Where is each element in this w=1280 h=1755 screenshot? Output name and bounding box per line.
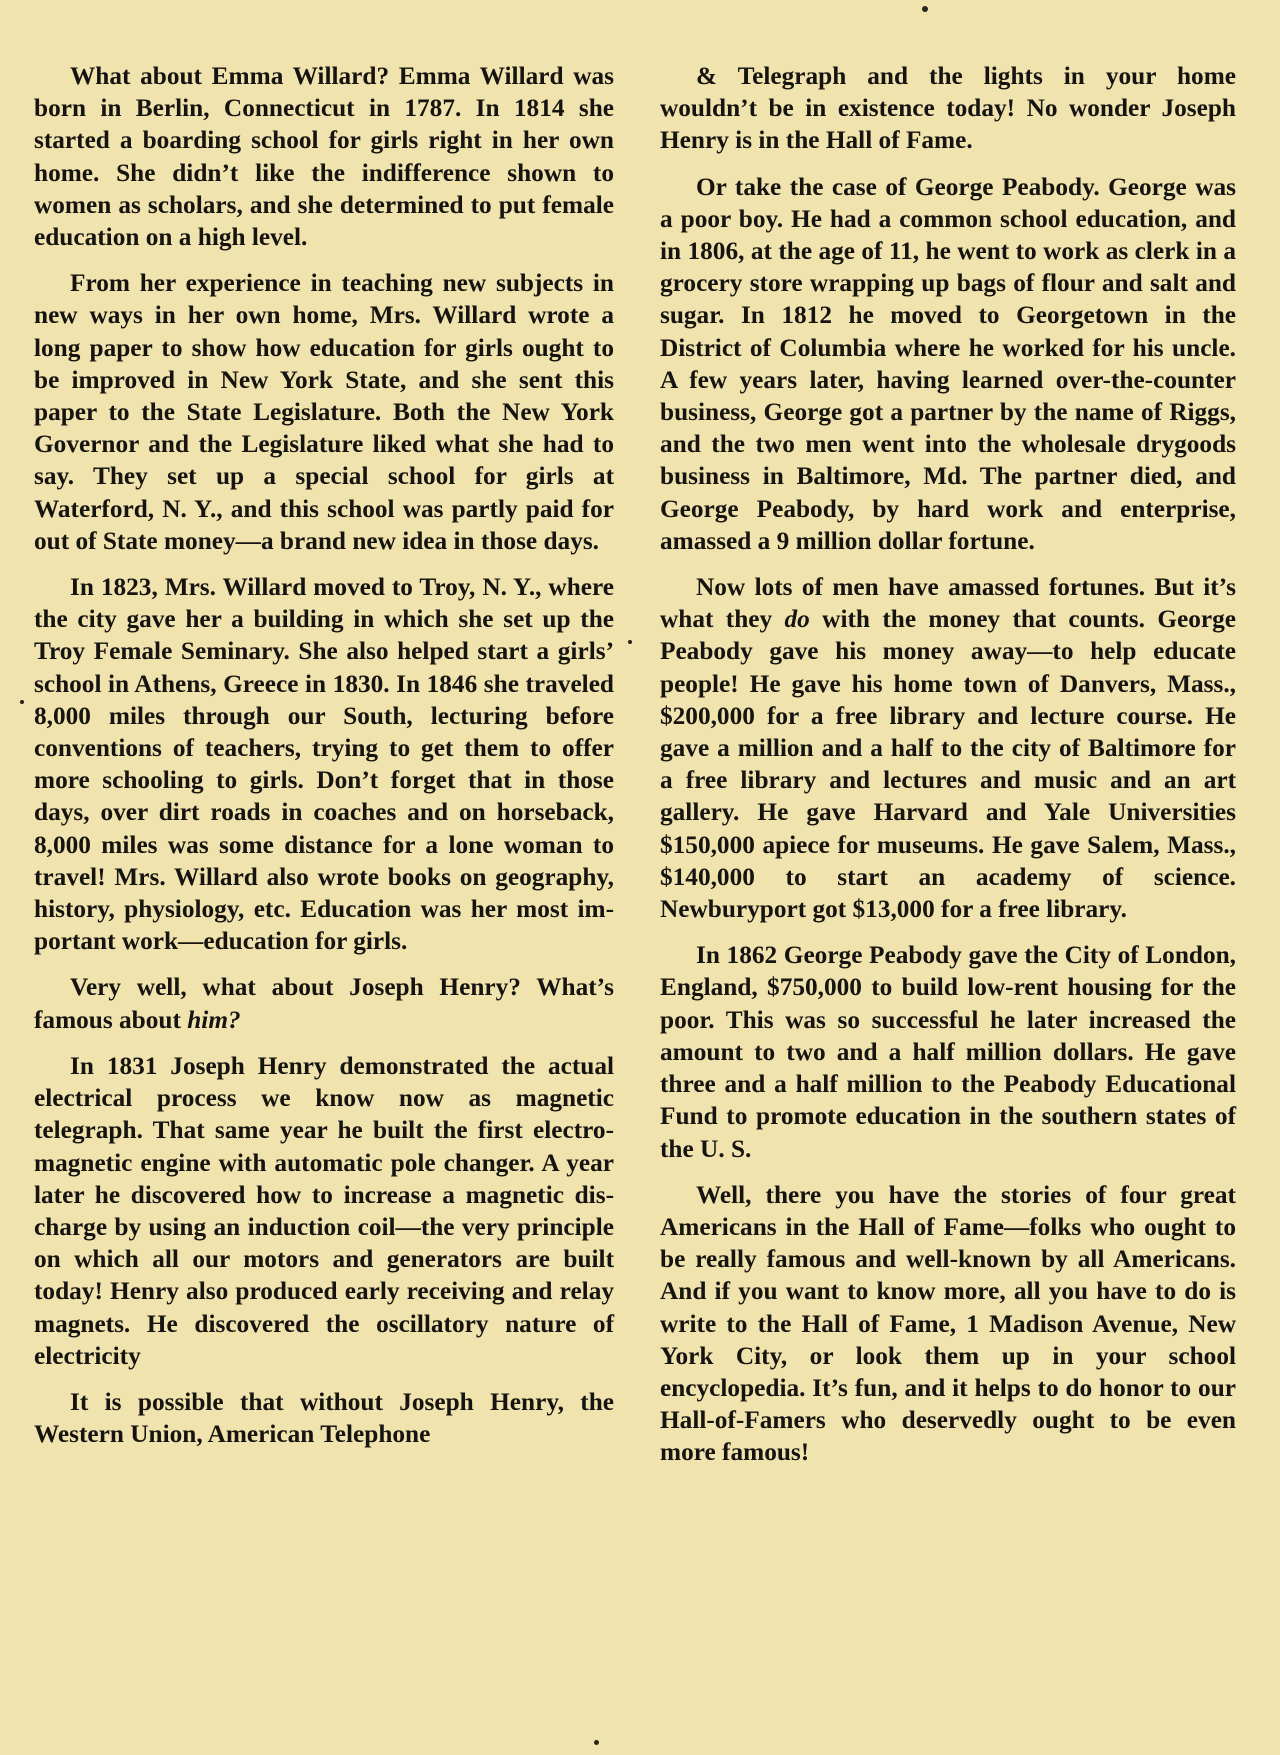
print-speck [922, 6, 928, 12]
left-column [34, 60, 614, 1464]
paragraph-henry-impact-end: & Telegraph and the lights in your home wouldn’t be in existence today! No wonder Joseph Henry is in the Hall of Fame. [660, 62, 1236, 155]
paragraph-peabody-donations [660, 571, 1236, 925]
paragraph-george-peabody-intro: Or take the case of George Peabody. George was a poor boy. He had a common school education, and in 1806, at the age of 11, he went to work as clerk in a grocery store wrapping up bags of flour and salt and sugar. In 1812 he moved to Georgetown in the District of Columbia where he worked for his uncle. A few years later, having learned over-the-counter business, George got a partner by the name of Riggs, and the two men went into the wholesale drygoods business in Baltimore, Md. The partner died, and George Peabody, by hard work and enterprise, amassed a 9 million dollar fortune. [660, 172, 1236, 555]
paragraph-emma-willard-intro: What about Emma Willard? Emma Willard was born in Berlin, Connecticut in 1787. In 1814 she started a boarding school for girls right in her own home. She didn’t like the indifference shown to women as scholars, and she determined to put female education on a high level. [34, 62, 614, 252]
donations-text-b: with the money that counts. George Peabody gave his money away—to help educate people! He gave his home town of Danvers, Mass., $200,000 for a free library and lecture course. He gave a million and a half to the city of Baltimore for a free library and lectures and music and an art gallery. He gave Harvard and Yale Universities $150,000 apiece for museums. He gave Salem, Mass., $140,000 to start an academy of science. Newburyport got $13,000 for a free library. [660, 605, 1236, 924]
paragraph-joseph-henry-question [34, 971, 614, 1035]
print-speck [628, 640, 632, 644]
question-italic: him? [187, 1005, 241, 1034]
paragraph-henry-impact-start: It is possible that without Joseph Henry, the Western Union, American Telephone [34, 1387, 614, 1449]
paragraph-willard-paper: From her experience in teaching new subjects in new ways in her own home, Mrs. Willard wrote a long paper to show how education for girls ought to be improved in New York State, and she sent this paper to the State Legislature. Both the New York Governor and the Legislature liked what she had to say. They set up a special school for girls at Waterford, N. Y., and this school was partly paid for out of State money—a brand new idea in those days. [34, 269, 614, 555]
paragraph-peabody-london: In 1862 George Peabody gave the City of London, England, $750,000 to build low-rent housing for the poor. This was so successful he later increased the amount to two and a half million dollars. He gave three and a half million to the Peabody Educational Fund to promote education in the southern states of the U. S. [660, 941, 1236, 1163]
question-text: Very well, what about Joseph Henry? What’s famous about [34, 973, 614, 1034]
print-speck [20, 700, 24, 704]
paragraph-henry-discoveries: In 1831 Joseph Henry demonstrated the actual electrical process we know now as magnetic telegraph. That same year he built the first electro-magnetic engine with automatic pole changer. A year later he discovered how to increase a magnetic discharge by using an induction coil—the very principle on which all our motors and generators are built today! Henry also produced early receiving and relay magnets. He discovered the oscillatory nature of electricity [34, 1051, 614, 1370]
right-column [660, 60, 1236, 1483]
donations-text-a: Now lots of men have amassed fortunes. But it’s what they [660, 573, 1236, 634]
paragraph-conclusion: Well, there you have the stories of four great Americans in the Hall of Fame—folks who ought to be really famous and well-known by all Americans. And if you want to know more, all you have to do is write to the Hall of Fame, 1 Madison Avenue, New York City, or look them up in your school encyclopedia. It’s fun, and it helps to do honor to our Hall-of-Famers who deservedly ought to be even more famous! [660, 1180, 1236, 1467]
donations-italic: do [784, 605, 810, 634]
print-speck [594, 1740, 599, 1745]
paragraph-troy-seminary: In 1823, Mrs. Willard moved to Troy, N. Y., where the city gave her a building in which she set up the Troy Female Seminary. She also helped start a girls’ school in Athens, Greece in 1830. In 1846 she traveled 8,000 miles through our South, lecturing before conventions of teachers, trying to get them to offer more schooling to girls. Don’t forget that in those days, over dirt roads in coaches and on horseback, 8,000 miles was some distance for a lone woman to travel! Mrs. Willard also wrote books on geography, history, physiology, etc. Education was her most important work—education for girls. [34, 573, 614, 956]
